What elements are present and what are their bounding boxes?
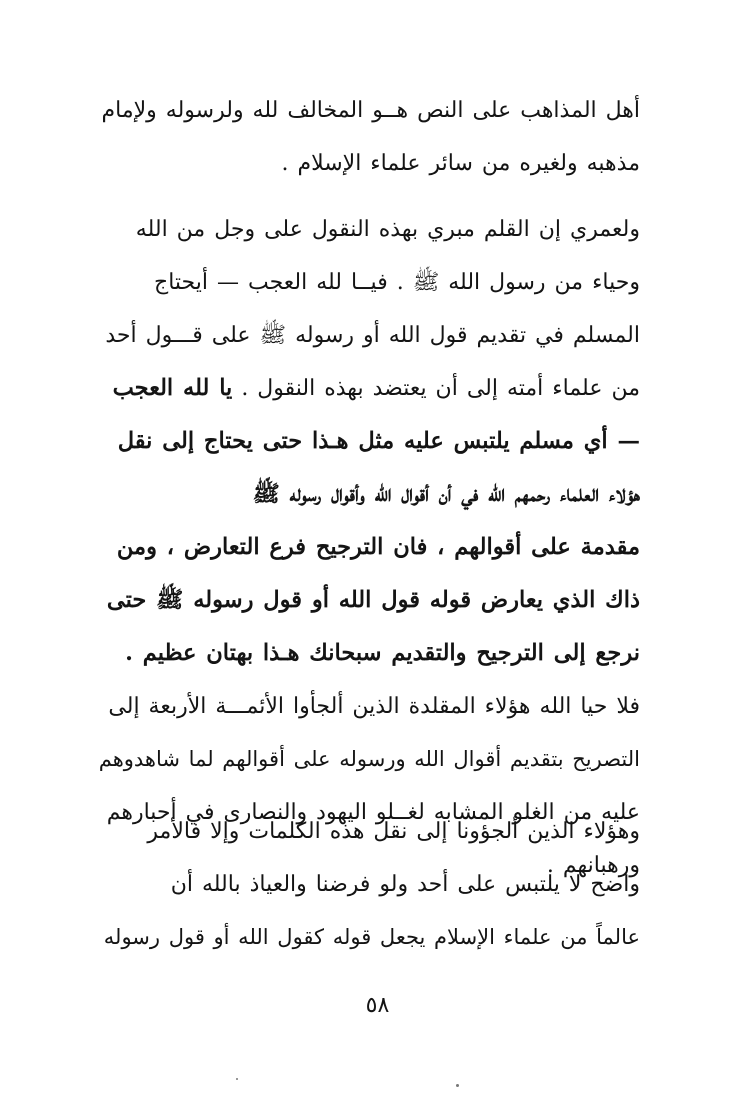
text-line: وهؤلاء الذين ألجؤونا إلى نقل هذه الكلمات وإلا فالأمر xyxy=(147,819,640,844)
text-line: أهل المذاهب على النص هــو المخالف لله ولرسوله ولإمام xyxy=(101,98,640,123)
text-line-regular-part: من علماء أمته إلى أن يعتضد بهذه النقول . xyxy=(232,376,640,401)
text-line: عالماً من علماء الإسلام يجعل قوله كقول الله أو قول رسوله xyxy=(103,925,640,949)
text-line: مذهبه ولغيره من سائر علماء الإسلام . xyxy=(281,151,640,176)
bold-text-line: ذاك الذي يعارض قوله قول الله أو قول رسوله ﷺ حتى xyxy=(106,587,640,613)
bold-text-line: هؤلاء العلماء رحمهم الله في أن أقوال الله وأقوال رسوله ﷺ xyxy=(252,481,640,507)
paragraph-1 xyxy=(95,84,640,190)
text-line: ولعمري إن القلم مبري بهذه النقول على وجل من الله xyxy=(135,217,640,242)
bold-text-line: نرجع إلى الترجيح والتقديم سبحانك هـذا بهتان عظيم . xyxy=(125,640,640,666)
bold-text-line: مقدمة على أقوالهم ، فان الترجيح فرع التعارض ، ومن xyxy=(116,534,640,560)
paragraph-3 xyxy=(95,805,640,964)
text-line: وحياء من رسول الله ﷺ . فيــا لله العجب — أيحتاج xyxy=(154,270,640,295)
text-line: التصريح بتقديم أقوال الله ورسوله على أقوالهم لما شاهدوهم xyxy=(98,747,640,771)
text-line: ورهبانهم . xyxy=(546,853,640,878)
paragraph-2 xyxy=(95,203,640,892)
scan-speck xyxy=(236,1078,238,1080)
page-number: ٥٨ xyxy=(365,993,390,1018)
text-line: فلا حيا الله هؤلاء المقلدة الذين ألجأوا الأئمـــة الأربعة إلى xyxy=(108,694,640,719)
bold-phrase: يا لله العجب xyxy=(112,375,233,401)
text-line: عليه من الغلو المشابه لغــلو اليهود والنصارى في أحبارهم xyxy=(106,800,640,825)
text-line: واضح لا يلتبس على أحد ولو فرضنا والعياذ بالله أن xyxy=(170,872,640,897)
scan-speck xyxy=(456,1084,459,1087)
bold-text-line: — أي مسلم يلتبس عليه مثل هـذا حتى يحتاج إلى نقل xyxy=(117,428,640,454)
text-line-mixed xyxy=(95,362,640,415)
text-line: المسلم في تقديم قول الله أو رسوله ﷺ على قـــول أحد xyxy=(105,323,640,348)
